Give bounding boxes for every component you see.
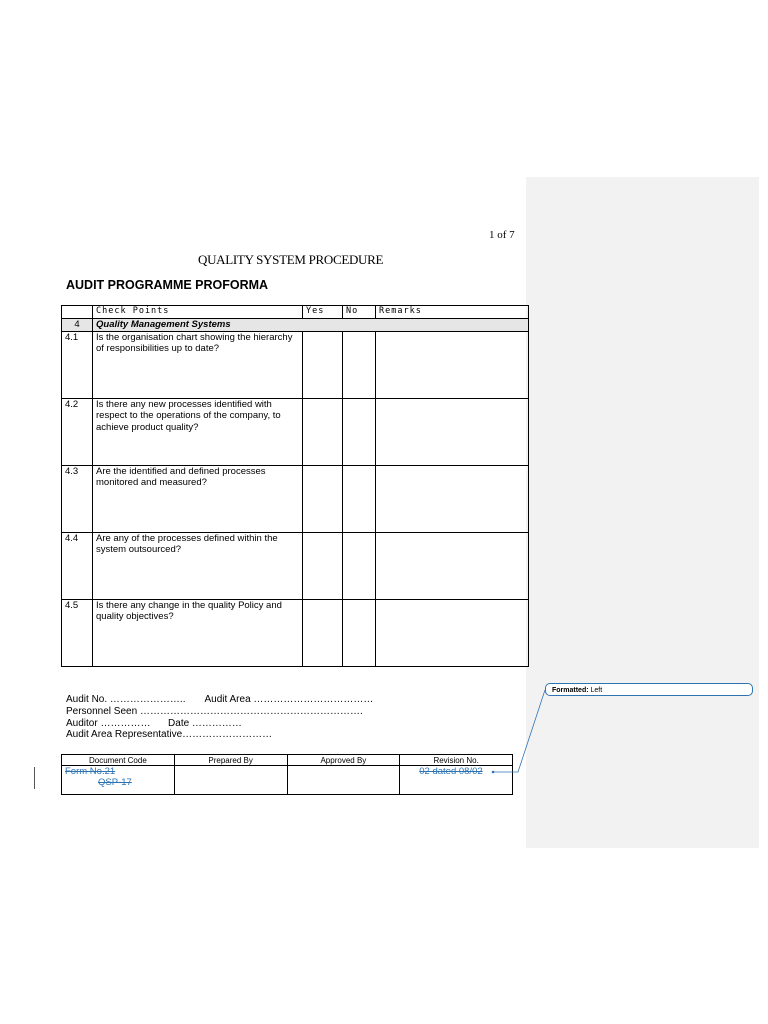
check-point-text: Is there any new processes identified with respect to the operations of the company, to achieve product quality? — [93, 398, 303, 465]
check-point-text: Are the identified and defined processes monitored and measured? — [93, 465, 303, 532]
audit-area-field[interactable]: Audit Area ……………………………… — [204, 694, 374, 705]
date-field[interactable]: Date …………… — [168, 717, 242, 729]
revision-deleted: 02 dated 08/02 — [419, 766, 483, 777]
comment-text: Left — [590, 687, 603, 694]
form-number-deleted: Form No.21 — [65, 766, 116, 777]
auditor-field[interactable]: Auditor …………… — [66, 717, 151, 729]
area-representative-field[interactable]: Audit Area Representative……………………… — [66, 729, 273, 741]
header-no: No — [343, 306, 376, 319]
qsp-number-deleted: QSP-17 — [98, 777, 132, 788]
row-number: 4.1 — [62, 331, 93, 398]
comment-label: Formatted: — [552, 687, 589, 694]
section-title: Quality Management Systems — [93, 318, 529, 331]
check-point-text: Is there any change in the quality Policy and quality objectives? — [93, 599, 303, 666]
page-number: 1 of 7 — [489, 229, 515, 241]
approved-by-header: Approved By — [287, 755, 400, 766]
check-point-text: Is the organisation chart showing the hierarchy of responsibilities up to date? — [93, 331, 303, 398]
check-point-text: Are any of the processes defined within the system outsourced? — [93, 532, 303, 599]
document-code-header: Document Code — [62, 755, 175, 766]
section-number: 4 — [62, 318, 93, 331]
row-number: 4.2 — [62, 398, 93, 465]
header-check-points: Check Points — [93, 306, 303, 319]
header-remarks: Remarks — [376, 306, 529, 319]
personnel-seen-field[interactable]: Personnel Seen …………………………………………………………. — [66, 705, 363, 717]
row-number: 4.3 — [62, 465, 93, 532]
document-subtitle: AUDIT PROGRAMME PROFORMA — [66, 278, 269, 292]
row-number: 4.4 — [62, 532, 93, 599]
audit-no-field[interactable]: Audit No. ………………….. — [66, 694, 186, 705]
formatting-comment-balloon[interactable] — [545, 683, 753, 696]
document-title: QUALITY SYSTEM PROCEDURE — [198, 252, 384, 267]
revision-no-header: Revision No. — [400, 755, 513, 766]
row-number: 4.5 — [62, 599, 93, 666]
header-yes: Yes — [303, 306, 343, 319]
prepared-by-header: Prepared By — [174, 755, 287, 766]
